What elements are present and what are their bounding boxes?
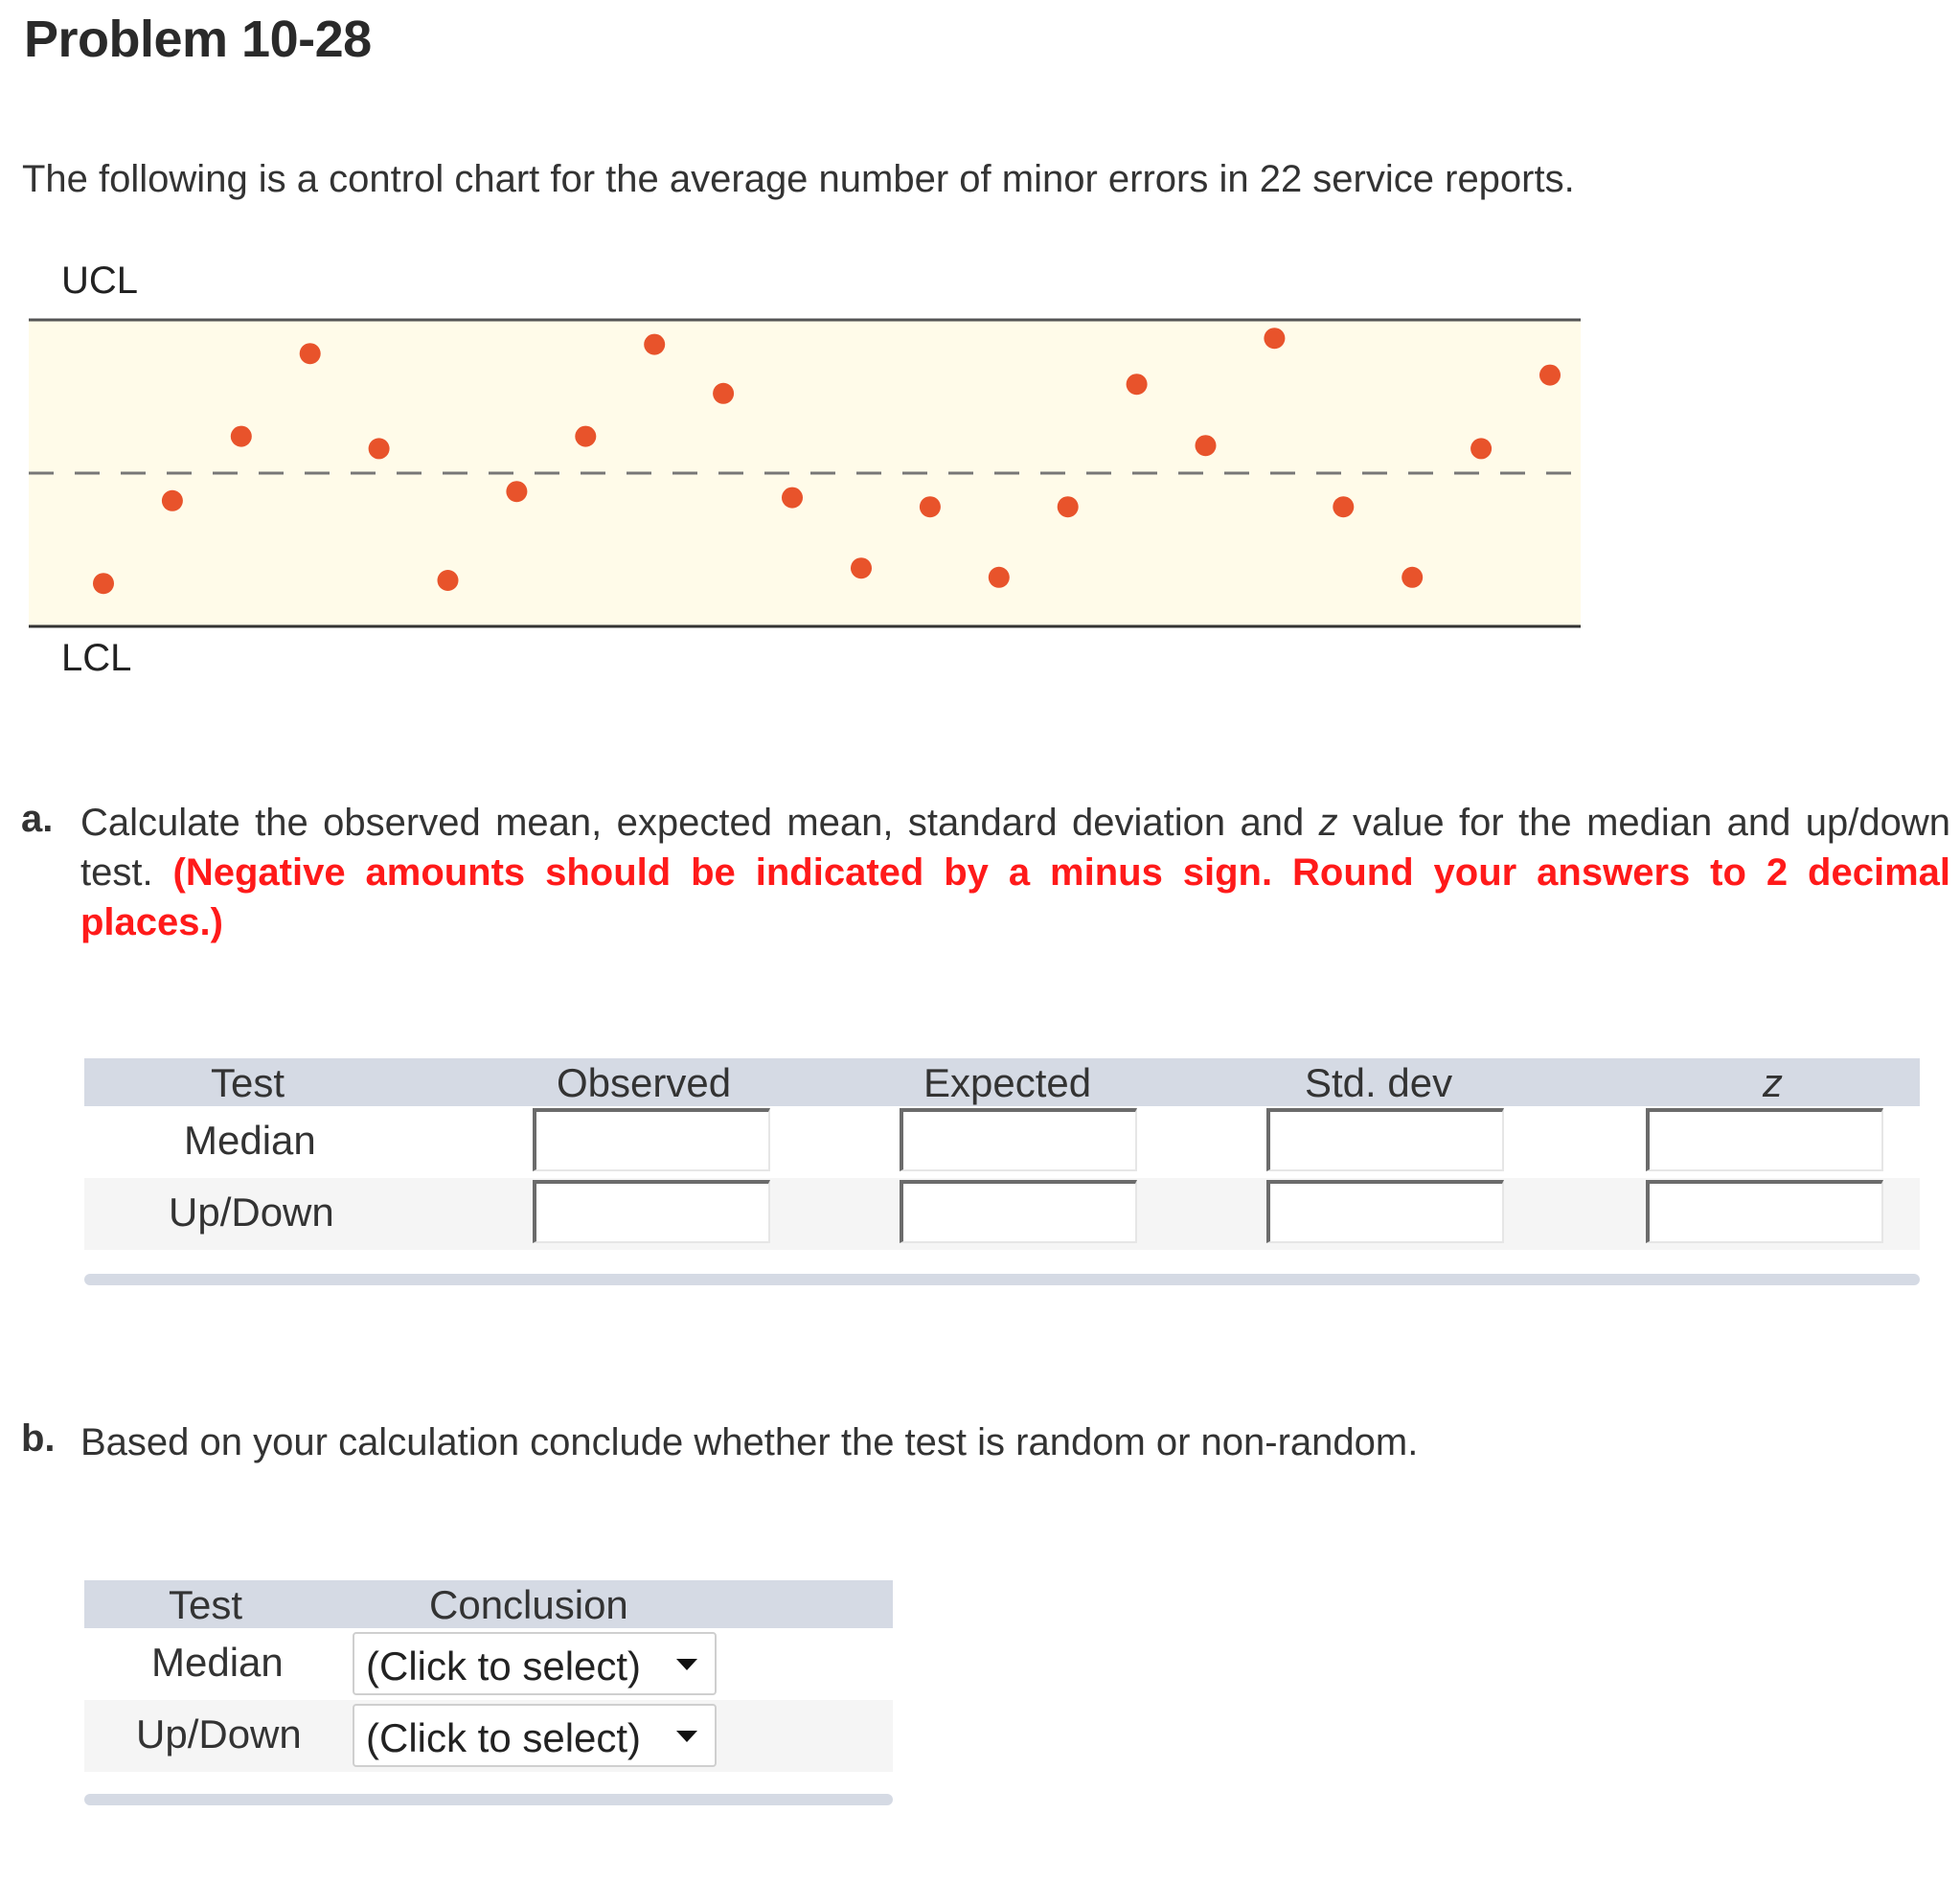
lcl-label: LCL: [61, 637, 132, 679]
row-label-updown: Up/Down: [136, 1711, 302, 1757]
header-conclusion: Conclusion: [429, 1582, 628, 1627]
median-observed-input[interactable]: [533, 1108, 770, 1171]
chart-point-8: [575, 426, 596, 447]
part-a-instruction: (Negative amounts should be indicated by a minus sign. Round your answers to 2 decimal places.): [80, 851, 1950, 943]
page-title: Problem 10-28: [24, 11, 372, 68]
part-b-scrollbar[interactable]: [84, 1794, 893, 1805]
select-value: (Click to select): [366, 1643, 642, 1689]
header-std-dev: Std. dev: [1305, 1060, 1453, 1105]
chart-point-21: [1470, 438, 1492, 459]
chart-point-5: [369, 438, 390, 459]
median-conclusion-select[interactable]: [353, 1632, 717, 1695]
chart-point-12: [851, 557, 872, 578]
table-header: [84, 1580, 893, 1628]
updown-std-dev-input[interactable]: [1266, 1180, 1504, 1243]
part-b-letter: b.: [21, 1417, 56, 1460]
header-expected: Expected: [923, 1060, 1092, 1105]
header-observed: Observed: [557, 1060, 732, 1105]
chart-point-14: [989, 567, 1010, 588]
chart-point-11: [782, 487, 803, 509]
chart-point-18: [1264, 328, 1285, 349]
chart-point-9: [644, 334, 665, 355]
table-row-median: [84, 1106, 1920, 1178]
updown-expected-input[interactable]: [900, 1180, 1137, 1243]
part-a-scrollbar[interactable]: [84, 1274, 1920, 1285]
table-row-updown: [84, 1700, 893, 1772]
header-z: z: [1763, 1060, 1783, 1105]
chart-point-2: [162, 490, 183, 511]
chart-point-3: [231, 426, 252, 447]
select-value: (Click to select): [366, 1715, 642, 1760]
ucl-label: UCL: [61, 260, 139, 302]
updown-z-input[interactable]: [1646, 1180, 1883, 1243]
median-expected-input[interactable]: [900, 1108, 1137, 1171]
part-a-letter: a.: [21, 798, 54, 840]
problem-intro: The following is a control chart for the average number of minor errors in 22 service reports.: [22, 158, 1575, 200]
row-label-median: Median: [184, 1118, 316, 1163]
part-b-question: Based on your calculation conclude whether the test is random or non-random.: [80, 1421, 1419, 1463]
median-z-input[interactable]: [1646, 1108, 1883, 1171]
table-row-median: [84, 1628, 893, 1700]
z-variable: z: [1318, 802, 1338, 844]
chart-point-1: [93, 573, 114, 594]
chart-point-22: [1539, 365, 1561, 386]
chart-point-6: [438, 570, 459, 591]
chart-point-20: [1402, 567, 1423, 588]
median-std-dev-input[interactable]: [1266, 1108, 1504, 1171]
chart-point-7: [506, 481, 527, 502]
part-b-table: [84, 1580, 893, 1772]
chart-point-10: [713, 383, 734, 404]
header-test: Test: [169, 1582, 243, 1627]
chart-point-15: [1058, 496, 1079, 517]
part-a-table: [84, 1058, 1920, 1250]
part-a-text: Calculate the observed mean, expected mean, standard deviation and: [80, 802, 1319, 844]
row-label-median: Median: [151, 1640, 284, 1685]
chart-point-13: [920, 496, 941, 517]
row-label-updown: Up/Down: [169, 1190, 334, 1235]
control-chart: [0, 249, 1609, 699]
dropdown-caret-icon: [676, 1731, 697, 1742]
table-row-updown: [84, 1178, 1920, 1250]
chart-point-19: [1333, 496, 1354, 517]
table-header: [84, 1058, 1920, 1106]
updown-conclusion-select[interactable]: [353, 1704, 717, 1767]
part-a-text-2: value for the median and up/down test.: [80, 802, 1951, 894]
updown-observed-input[interactable]: [533, 1180, 770, 1243]
chart-point-16: [1127, 374, 1148, 395]
header-test: Test: [211, 1060, 285, 1105]
chart-point-4: [300, 343, 321, 364]
chart-point-17: [1196, 435, 1217, 456]
part-a-question: [80, 798, 1950, 947]
dropdown-caret-icon: [676, 1659, 697, 1670]
